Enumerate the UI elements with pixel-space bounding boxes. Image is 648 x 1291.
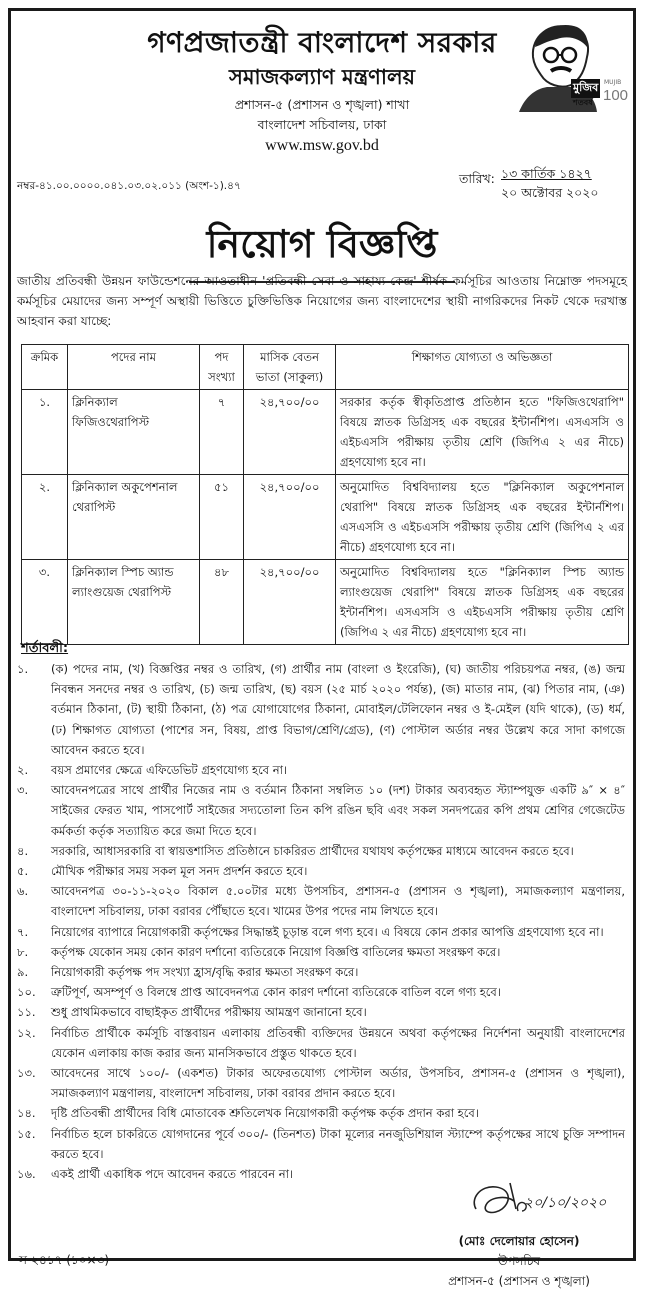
signatory-designation: উপসচিব: [497, 1254, 540, 1268]
signatory-block: [411, 1231, 627, 1291]
condition-text: শুধু প্রাথমিকভাবে বাছাইকৃত প্রার্থীদের পরীক্ষায় আমন্ত্রণ জানানো হবে।: [51, 1005, 367, 1020]
notice-title: নিয়োগ বিজ্ঞপ্তি: [189, 215, 456, 283]
signature: [466, 1179, 616, 1231]
cell-qualification: অনুমোদিত বিশ্ববিদ্যালয় হতে "ক্লিনিক্যাল অকুপেশনাল থেরাপি" বিষয়ে স্নাতক ডিগ্রিসহ এক বছরের ইন্টার্নশিপ। এসএসসি ও এইচএসসি পরীক্ষায় তৃতীয় শ্রেণি (জিপিএ ২ এর নীচে) গ্রহণযোগ্য হবে না।: [336, 475, 629, 560]
signature-date: ২০/১০/২০২০: [524, 1195, 607, 1211]
condition-text: সরকারি, আধাসরকারি বা স্বায়ত্তশাসিত প্রতিষ্ঠানে চাকরিরত প্রার্থীদের যথাযথ কর্তৃপক্ষের মাধ্যমে আবেদন করতে হবে।: [51, 843, 574, 858]
condition-number: ৮.: [17, 944, 29, 959]
condition-item: [17, 780, 625, 841]
condition-item: [17, 760, 625, 780]
conditions-list: [17, 659, 625, 1184]
cell-post-name: ক্লিনিক্যাল অকুপেশনাল থেরাপিস্ট: [68, 475, 200, 560]
date-block: [501, 164, 599, 202]
condition-item: [17, 962, 625, 982]
logo-text-en: MUJIB: [604, 79, 622, 86]
condition-item: [17, 881, 625, 921]
cell-serial: ৩.: [22, 560, 68, 645]
condition-number: ১৪.: [17, 1106, 36, 1121]
cell-post-count: ৫১: [200, 475, 244, 560]
footer-memo-code: স-২৪১৭ (১০×৩): [19, 1253, 110, 1267]
cell-qualification: সরকার কর্তৃক স্বীকৃতিপ্রাপ্ত প্রতিষ্ঠান হতে "ফিজিওথেরাপি" বিষয়ে স্নাতক ডিগ্রিসহ এক বছরের ইন্টার্নশিপ। এসএসসি ও এইচএসসি পরীক্ষায় তৃতীয় শ্রেণি (জিপিএ ২ এর নীচে) গ্রহণযোগ্য হবে না।: [336, 390, 629, 475]
condition-text: আবেদনপত্রের সাথে প্রার্থীর নিজের নাম ও বর্তমান ঠিকানা সম্বলিত ১০ (দশ) টাকার অব্যবহৃত স্ট্যাম্পযুক্ত একটি ৯″ × ৪″ সাইজের ফেরত খাম, পাসপোর্ট সাইজের সদ্যতোলা তিন কপি রঙিন ছবি এবং সকল সনদপত্রের কপি প্রথম শ্রেণির গেজেটেড কর্মকর্তা কর্তৃক সত্যায়িত করে জমা দিতে হবে।: [51, 783, 625, 838]
table-row: [22, 560, 629, 645]
date-english: ২০ অক্টোবর ২০২০: [501, 185, 599, 200]
conditions-title: শর্তাবলী:: [21, 641, 69, 656]
header-qualification: শিক্ষাগত যোগ্যতা ও অভিজ্ঞতা: [336, 345, 629, 390]
branch-name: প্রশাসন-৫ (প্রশাসন ও শৃঙ্খলা) শাখা: [234, 97, 410, 112]
condition-number: ৫.: [17, 864, 29, 879]
notice-frame: [8, 8, 636, 1288]
condition-number: ১২.: [17, 1025, 36, 1040]
condition-text: নিয়োগের ব্যাপারে নিয়োগকারী কর্তৃপক্ষের সিদ্ধান্তই চূড়ান্ত বলে গণ্য হবে। এ বিষয়ে কোন প্রকার আপত্তি গ্রহণযোগ্য হবে না।: [51, 924, 604, 939]
condition-text: দৃষ্টি প্রতিবন্ধী প্রার্থীদের বিধি মোতাবেক শ্রুতিলেখক নিয়োগকারী কর্তৃপক্ষ কর্তৃক প্রদান করা হবে।: [51, 1106, 479, 1121]
website-link[interactable]: www.msw.gov.bd: [265, 137, 379, 154]
condition-item: [17, 1103, 625, 1123]
condition-item: [17, 1124, 625, 1164]
cell-salary: ২৪,৭০০/০০: [244, 475, 336, 560]
ministry-name: সমাজকল্যাণ মন্ত্রণালয়: [229, 65, 415, 89]
condition-number: ১৩.: [17, 1066, 36, 1081]
condition-text: কর্তৃপক্ষ যেকোন সময় কোন কারণ দর্শানো ব্যতিরেকে নিয়োগ বিজ্ঞপ্তি বাতিলের ক্ষমতা সংরক্ষণ করে।: [51, 944, 501, 959]
condition-text: নিয়োগকারী কর্তৃপক্ষ পদ সংখ্যা হ্রাস/বৃদ্ধি করার ক্ষমতা সংরক্ষণ করে।: [51, 965, 359, 980]
intro-paragraph: জাতীয় প্রতিবন্ধী উন্নয়ন ফাউন্ডেশনের আওতাধীন 'প্রতিবন্ধী সেবা ও সাহায্য কেন্দ্র' শীর্ষক কর্মসূচির আওতায় নিম্নোক্ত পদসমূহে কর্মসূচির মেয়াদের জন্য সম্পূর্ণ অস্থায়ী ভিত্তিতে চুক্তিভিত্তিক নিয়োগের জন্য বাংলাদেশের স্থায়ী নাগরিকদের নিকট থেকে দরখাস্ত আহবান করা যাচ্ছে:: [17, 274, 627, 328]
condition-text: নির্বাচিত প্রার্থীকে কর্মসূচি বাস্তবায়ন এলাকায় প্রতিবন্ধী ব্যক্তিদের উন্নয়নে অথবা কর্তৃপক্ষের নির্দেশনা অনুযায়ী বাংলাদেশের যেকোন এলাকায় কাজ করার জন্য মানসিকভাবে প্রস্তুত থাকতে হবে।: [51, 1025, 625, 1060]
condition-text: মৌখিক পরীক্ষার সময় সকল মূল সনদ প্রদর্শন করতে হবে।: [51, 864, 308, 879]
memo-number: নম্বর-৪১.০০.০০০০.০৪১.০৩.০২.০১১ (অংশ-১).৪৭: [17, 180, 241, 192]
condition-number: ৬.: [17, 884, 29, 899]
condition-item: [17, 982, 625, 1002]
date-label: তারিখ:: [459, 171, 495, 186]
condition-number: ১৬.: [17, 1167, 36, 1182]
condition-item: [17, 861, 625, 881]
condition-number: ৭.: [17, 924, 29, 939]
condition-item: [17, 1023, 625, 1063]
cell-serial: ২.: [22, 475, 68, 560]
header-post-count: পদ সংখ্যা: [200, 345, 244, 390]
condition-text: নির্বাচিত হলে চাকরিতে যোগদানের পূর্বে ৩০০/- (তিনশত) টাকা মূল্যের ননজুডিশিয়াল স্ট্যাম্পে কর্তৃপক্ষের সাথে চুক্তি সম্পাদন করতে হবে।: [51, 1126, 625, 1161]
condition-item: [17, 942, 625, 962]
header-serial: ক্রমিক: [22, 345, 68, 390]
table-row: [22, 475, 629, 560]
government-name: গণপ্রজাতন্ত্রী বাংলাদেশ সরকার: [147, 26, 497, 59]
condition-number: ২.: [17, 763, 29, 778]
signatory-name: (মোঃ দেলোয়ার হোসেন): [458, 1234, 580, 1248]
mujib-100-logo: [511, 17, 629, 117]
cell-serial: ১.: [22, 390, 68, 475]
cell-post-name: ক্লিনিক্যাল স্পিচ অ্যান্ড ল্যাংগুয়েজ থেরাপিস্ট: [68, 560, 200, 645]
condition-number: ৯.: [17, 965, 29, 980]
condition-text: আবেদনের সাথে ১০০/- (একশত) টাকার অফেরতযোগ্য পোস্টাল অর্ডার, উপসচিব, প্রশাসন-৫ (প্রশাসন ও শৃঙ্খলা), সমাজকল্যাণ মন্ত্রণালয়, বাংলাদেশ সচিবালয়, ঢাকা বরাবর প্রদান করতে হবে।: [51, 1066, 625, 1101]
condition-item: [17, 1063, 625, 1103]
cell-post-name: ক্লিনিক্যাল ফিজিওথেরাপিস্ট: [68, 390, 200, 475]
condition-number: ১১.: [17, 1005, 36, 1020]
header-salary: মাসিক বেতন ভাতা (সাকুল্য): [244, 345, 336, 390]
table-row: [22, 390, 629, 475]
condition-text: আবেদনপত্র ৩০-১১-২০২০ বিকাল ৫.০০টার মধ্যে উপসচিব, প্রশাসন-৫ (প্রশাসন ও শৃঙ্খলা), সমাজকল্যাণ মন্ত্রণালয়, বাংলাদেশ সচিবালয়, ঢাকা বরাবর পৌঁছাতে হবে। খামের উপর পদের নাম লিখতে হবে।: [51, 884, 625, 919]
table-header-row: [22, 345, 629, 390]
condition-number: ১৫.: [17, 1126, 36, 1141]
signatory-office: প্রশাসন-৫ (প্রশাসন ও শৃঙ্খলা): [448, 1274, 590, 1288]
condition-item: [17, 841, 625, 861]
condition-number: ৩.: [17, 783, 29, 798]
condition-number: ৪.: [17, 843, 29, 858]
logo-text-mujib: মুজিব: [571, 79, 600, 98]
posts-table: [21, 344, 629, 645]
cell-qualification: অনুমোদিত বিশ্ববিদ্যালয় হতে "ক্লিনিক্যাল স্পিচ অ্যান্ড ল্যাংগুয়েজ থেরাপি" বিষয়ে স্নাতক ডিগ্রিসহ এক বছরের ইন্টার্নশিপ। এসএসসি ও এইচএসসি পরীক্ষায় তৃতীয় শ্রেণি (জিপিএ ২ এর নীচে) গ্রহণযোগ্য হবে না।: [336, 560, 629, 645]
condition-item: [17, 659, 625, 760]
condition-text: ত্রুটিপূর্ণ, অসম্পূর্ণ ও বিলম্বে প্রাপ্ত আবেদনপত্র কোন কারণ দর্শানো ব্যতিরেকে বাতিল বলে গণ্য হবে।: [51, 985, 501, 1000]
condition-number: ১.: [17, 662, 29, 676]
logo-text-100: 100: [603, 87, 629, 104]
cell-post-count: ৭: [200, 390, 244, 475]
date-bangla: ১৩ কার্তিক ১৪২৭: [501, 166, 592, 181]
condition-item: [17, 922, 625, 942]
cell-salary: ২৪,৭০০/০০: [244, 560, 336, 645]
cell-post-count: ৪৮: [200, 560, 244, 645]
condition-number: ১০.: [17, 985, 36, 1000]
cell-salary: ২৪,৭০০/০০: [244, 390, 336, 475]
logo-text-shatabarsha: শতবর্ষ: [573, 98, 593, 107]
condition-text: (ক) পদের নাম, (খ) বিজ্ঞপ্তির নম্বর ও তারিখ, (গ) প্রার্থীর নাম (বাংলা ও ইংরেজি), (ঘ) জাতীয় পরিচয়পত্র নম্বর, (ঙ) জন্ম নিবন্ধন সনদের নম্বর ও তারিখ, (চ) জন্ম তারিখ, (ছ) বয়স (২৫ মার্চ ২০২০ পর্যন্ত), (জ) মাতার নাম, (ঝ) পিতার নাম, (ঞ) বর্তমান ঠিকানা, (ট) স্থায়ী ঠিকানা, (ঠ) পত্র যোগাযোগের ঠিকানা, মোবাইল/টেলিফোন নম্বর ও ই-মেইল (যদি থাকে), (ড) ধর্ম, (ঢ) শিক্ষাগত যোগ্যতা (পাশের সন, বিষয়, প্রাপ্ত বিভাগ/শ্রেণি/গ্রেড), (ণ) পোস্টাল অর্ডার নম্বর উল্লেখ করে সাদা কাগজে আবেদন করতে হবে।: [51, 662, 625, 757]
secretariat-address: বাংলাদেশ সচিবালয়, ঢাকা: [257, 117, 387, 132]
condition-text: একই প্রার্থী একাধিক পদে আবেদন করতে পারবেন না।: [51, 1167, 294, 1182]
condition-item: [17, 1002, 625, 1022]
condition-text: বয়স প্রমাণের ক্ষেত্রে এফিডেভিট গ্রহণযোগ্য হবে না।: [51, 763, 288, 778]
header-post-name: পদের নাম: [68, 345, 200, 390]
